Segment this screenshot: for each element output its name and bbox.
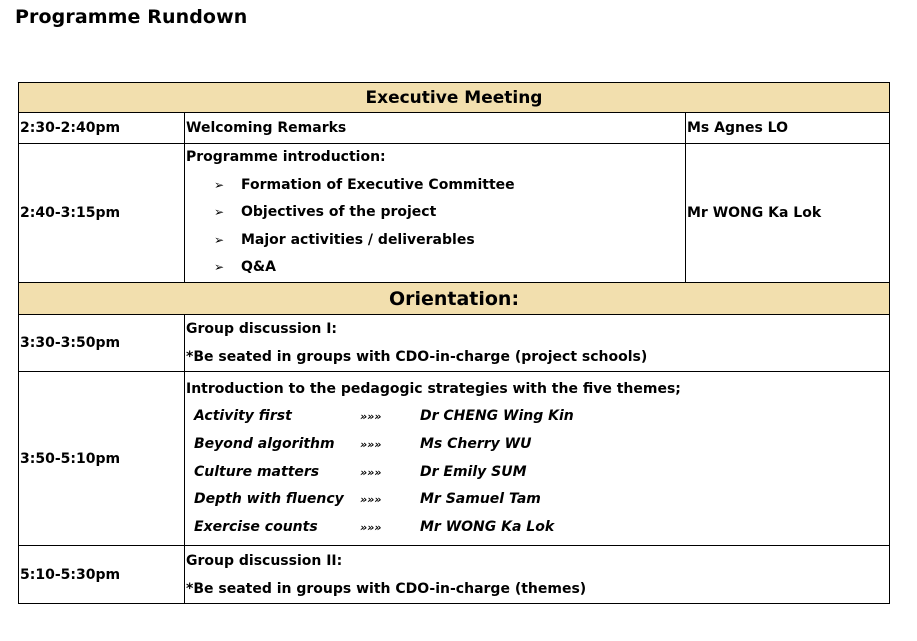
list-item-label: Q&A bbox=[241, 259, 276, 276]
item-cell: Welcoming Remarks bbox=[185, 113, 686, 144]
theme-name: Depth with fluency bbox=[194, 491, 344, 508]
programme-rundown-table bbox=[18, 82, 890, 604]
time-cell: 5:10-5:30pm bbox=[19, 546, 185, 604]
separator-icon: »»» bbox=[360, 520, 382, 534]
arrowhead-bullet-icon: ➢ bbox=[214, 232, 225, 247]
arrowhead-bullet-icon: ➢ bbox=[214, 205, 225, 220]
item-note: *Be seated in groups with CDO-in-charge (project schools) bbox=[186, 349, 648, 365]
section-header-row bbox=[19, 283, 890, 315]
page-title: Programme Rundown bbox=[15, 6, 248, 28]
section-heading-orientation: Orientation: bbox=[19, 283, 890, 315]
theme-speaker: Dr CHENG Wing Kin bbox=[420, 408, 574, 425]
table-row bbox=[19, 372, 890, 546]
list-item bbox=[186, 199, 685, 227]
item-note: *Be seated in groups with CDO-in-charge (themes) bbox=[186, 580, 587, 597]
item-cell bbox=[185, 372, 890, 546]
list-item-label: Formation of Executive Committee bbox=[241, 176, 515, 193]
theme-row bbox=[186, 403, 889, 431]
theme-speaker: Mr WONG Ka Lok bbox=[420, 518, 555, 535]
item-line: Group discussion I: bbox=[186, 321, 338, 337]
speaker-cell: Mr WONG Ka Lok bbox=[686, 144, 890, 283]
list-item bbox=[186, 254, 685, 282]
speaker-cell: Ms Agnes LO bbox=[686, 113, 890, 144]
separator-icon: »»» bbox=[360, 437, 382, 451]
item-cell bbox=[185, 144, 686, 283]
theme-row bbox=[186, 459, 889, 487]
time-cell: 3:50-5:10pm bbox=[19, 372, 185, 546]
item-cell bbox=[185, 315, 890, 372]
separator-icon: »»» bbox=[360, 493, 382, 507]
time-cell: 3:30-3:50pm bbox=[19, 315, 185, 372]
separator-icon: »»» bbox=[360, 465, 382, 479]
theme-speaker: Dr Emily SUM bbox=[420, 463, 527, 480]
section-heading-executive-meeting: Executive Meeting bbox=[19, 83, 890, 113]
theme-speaker: Mr Samuel Tam bbox=[420, 491, 541, 508]
list-item-label: Major activities / deliverables bbox=[241, 231, 475, 248]
table-row bbox=[19, 546, 890, 604]
item-heading: Programme introduction: bbox=[186, 149, 386, 166]
theme-row bbox=[186, 514, 889, 542]
arrowhead-bullet-icon: ➢ bbox=[214, 177, 225, 192]
section-header-row bbox=[19, 83, 890, 113]
item-line: Group discussion II: bbox=[186, 552, 343, 569]
theme-name: Activity first bbox=[194, 408, 292, 425]
theme-row bbox=[186, 486, 889, 514]
time-cell: 2:30-2:40pm bbox=[19, 113, 185, 144]
item-cell bbox=[185, 546, 890, 604]
item-line: Introduction to the pedagogic strategies with the five themes; bbox=[186, 380, 681, 397]
list-item bbox=[186, 172, 685, 200]
theme-speaker: Ms Cherry WU bbox=[420, 435, 532, 452]
theme-name: Exercise counts bbox=[194, 518, 318, 535]
table-row bbox=[19, 144, 890, 283]
arrowhead-bullet-icon: ➢ bbox=[214, 260, 225, 275]
theme-name: Beyond algorithm bbox=[194, 435, 335, 452]
theme-name: Culture matters bbox=[194, 463, 320, 480]
time-cell: 2:40-3:15pm bbox=[19, 144, 185, 283]
table-row bbox=[19, 113, 890, 144]
table-row bbox=[19, 315, 890, 372]
theme-row bbox=[186, 431, 889, 459]
separator-icon: »»» bbox=[360, 410, 382, 424]
list-item bbox=[186, 227, 685, 255]
list-item-label: Objectives of the project bbox=[241, 204, 437, 221]
